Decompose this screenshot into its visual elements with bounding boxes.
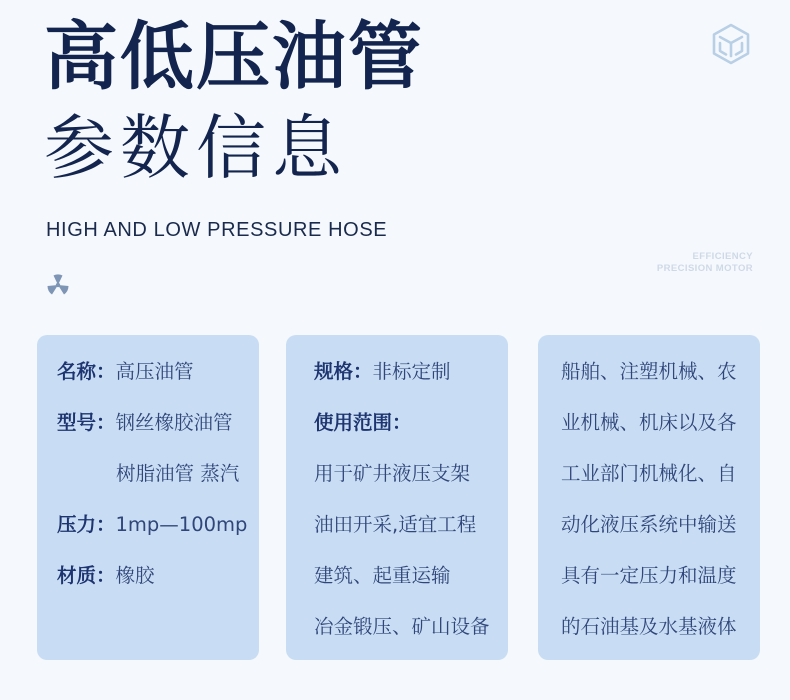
name-row bbox=[57, 358, 194, 386]
pressure-value: 1mp—100mp bbox=[115, 513, 248, 536]
caption-block bbox=[657, 251, 753, 275]
model-label: 型号： bbox=[57, 411, 116, 434]
spec-value: 非标定制 bbox=[372, 360, 451, 383]
name-value: 高压油管 bbox=[115, 360, 194, 383]
page-title: 高低压油管 bbox=[44, 14, 424, 100]
application-line: 船舶、注塑机械、农 bbox=[561, 360, 737, 383]
fan-icon bbox=[45, 272, 71, 298]
scope-row bbox=[314, 409, 412, 437]
info-card-basic bbox=[37, 335, 259, 660]
application-line: 动化液压系统中输送 bbox=[561, 513, 737, 536]
name-label: 名称： bbox=[57, 360, 116, 383]
scope-line: 建筑、起重运输 bbox=[314, 564, 451, 587]
info-card-application bbox=[538, 335, 760, 660]
application-line: 工业部门机械化、自 bbox=[561, 462, 737, 485]
spec-row bbox=[314, 358, 451, 386]
spec-label: 规格： bbox=[314, 360, 373, 383]
page-subtitle: 参数信息 bbox=[44, 107, 348, 189]
cube-icon bbox=[710, 22, 752, 66]
caption-line-2: PRECISION MOTOR bbox=[656, 263, 753, 274]
english-title: HIGH AND LOW PRESSURE HOSE bbox=[46, 219, 388, 241]
application-line: 具有一定压力和温度 bbox=[561, 564, 737, 587]
scope-label: 使用范围： bbox=[314, 411, 412, 434]
model-row bbox=[57, 409, 233, 437]
scope-line: 油田开采,适宜工程 bbox=[314, 513, 477, 536]
material-row bbox=[57, 562, 155, 590]
material-label: 材质： bbox=[57, 564, 116, 587]
application-line: 的石油基及水基液体 bbox=[561, 615, 737, 638]
info-card-usage bbox=[286, 335, 508, 660]
caption-line-1: EFFICIENCY bbox=[692, 251, 753, 262]
scope-line: 用于矿井液压支架 bbox=[314, 462, 471, 485]
model-value: 钢丝橡胶油管 bbox=[115, 411, 233, 434]
pressure-row bbox=[57, 511, 247, 539]
model-value-continued: 树脂油管 蒸汽 bbox=[116, 462, 240, 485]
pressure-label: 压力： bbox=[57, 513, 116, 536]
material-value: 橡胶 bbox=[115, 564, 155, 587]
scope-line: 冶金锻压、矿山设备 bbox=[314, 615, 490, 638]
application-line: 业机械、机床以及各 bbox=[561, 411, 737, 434]
